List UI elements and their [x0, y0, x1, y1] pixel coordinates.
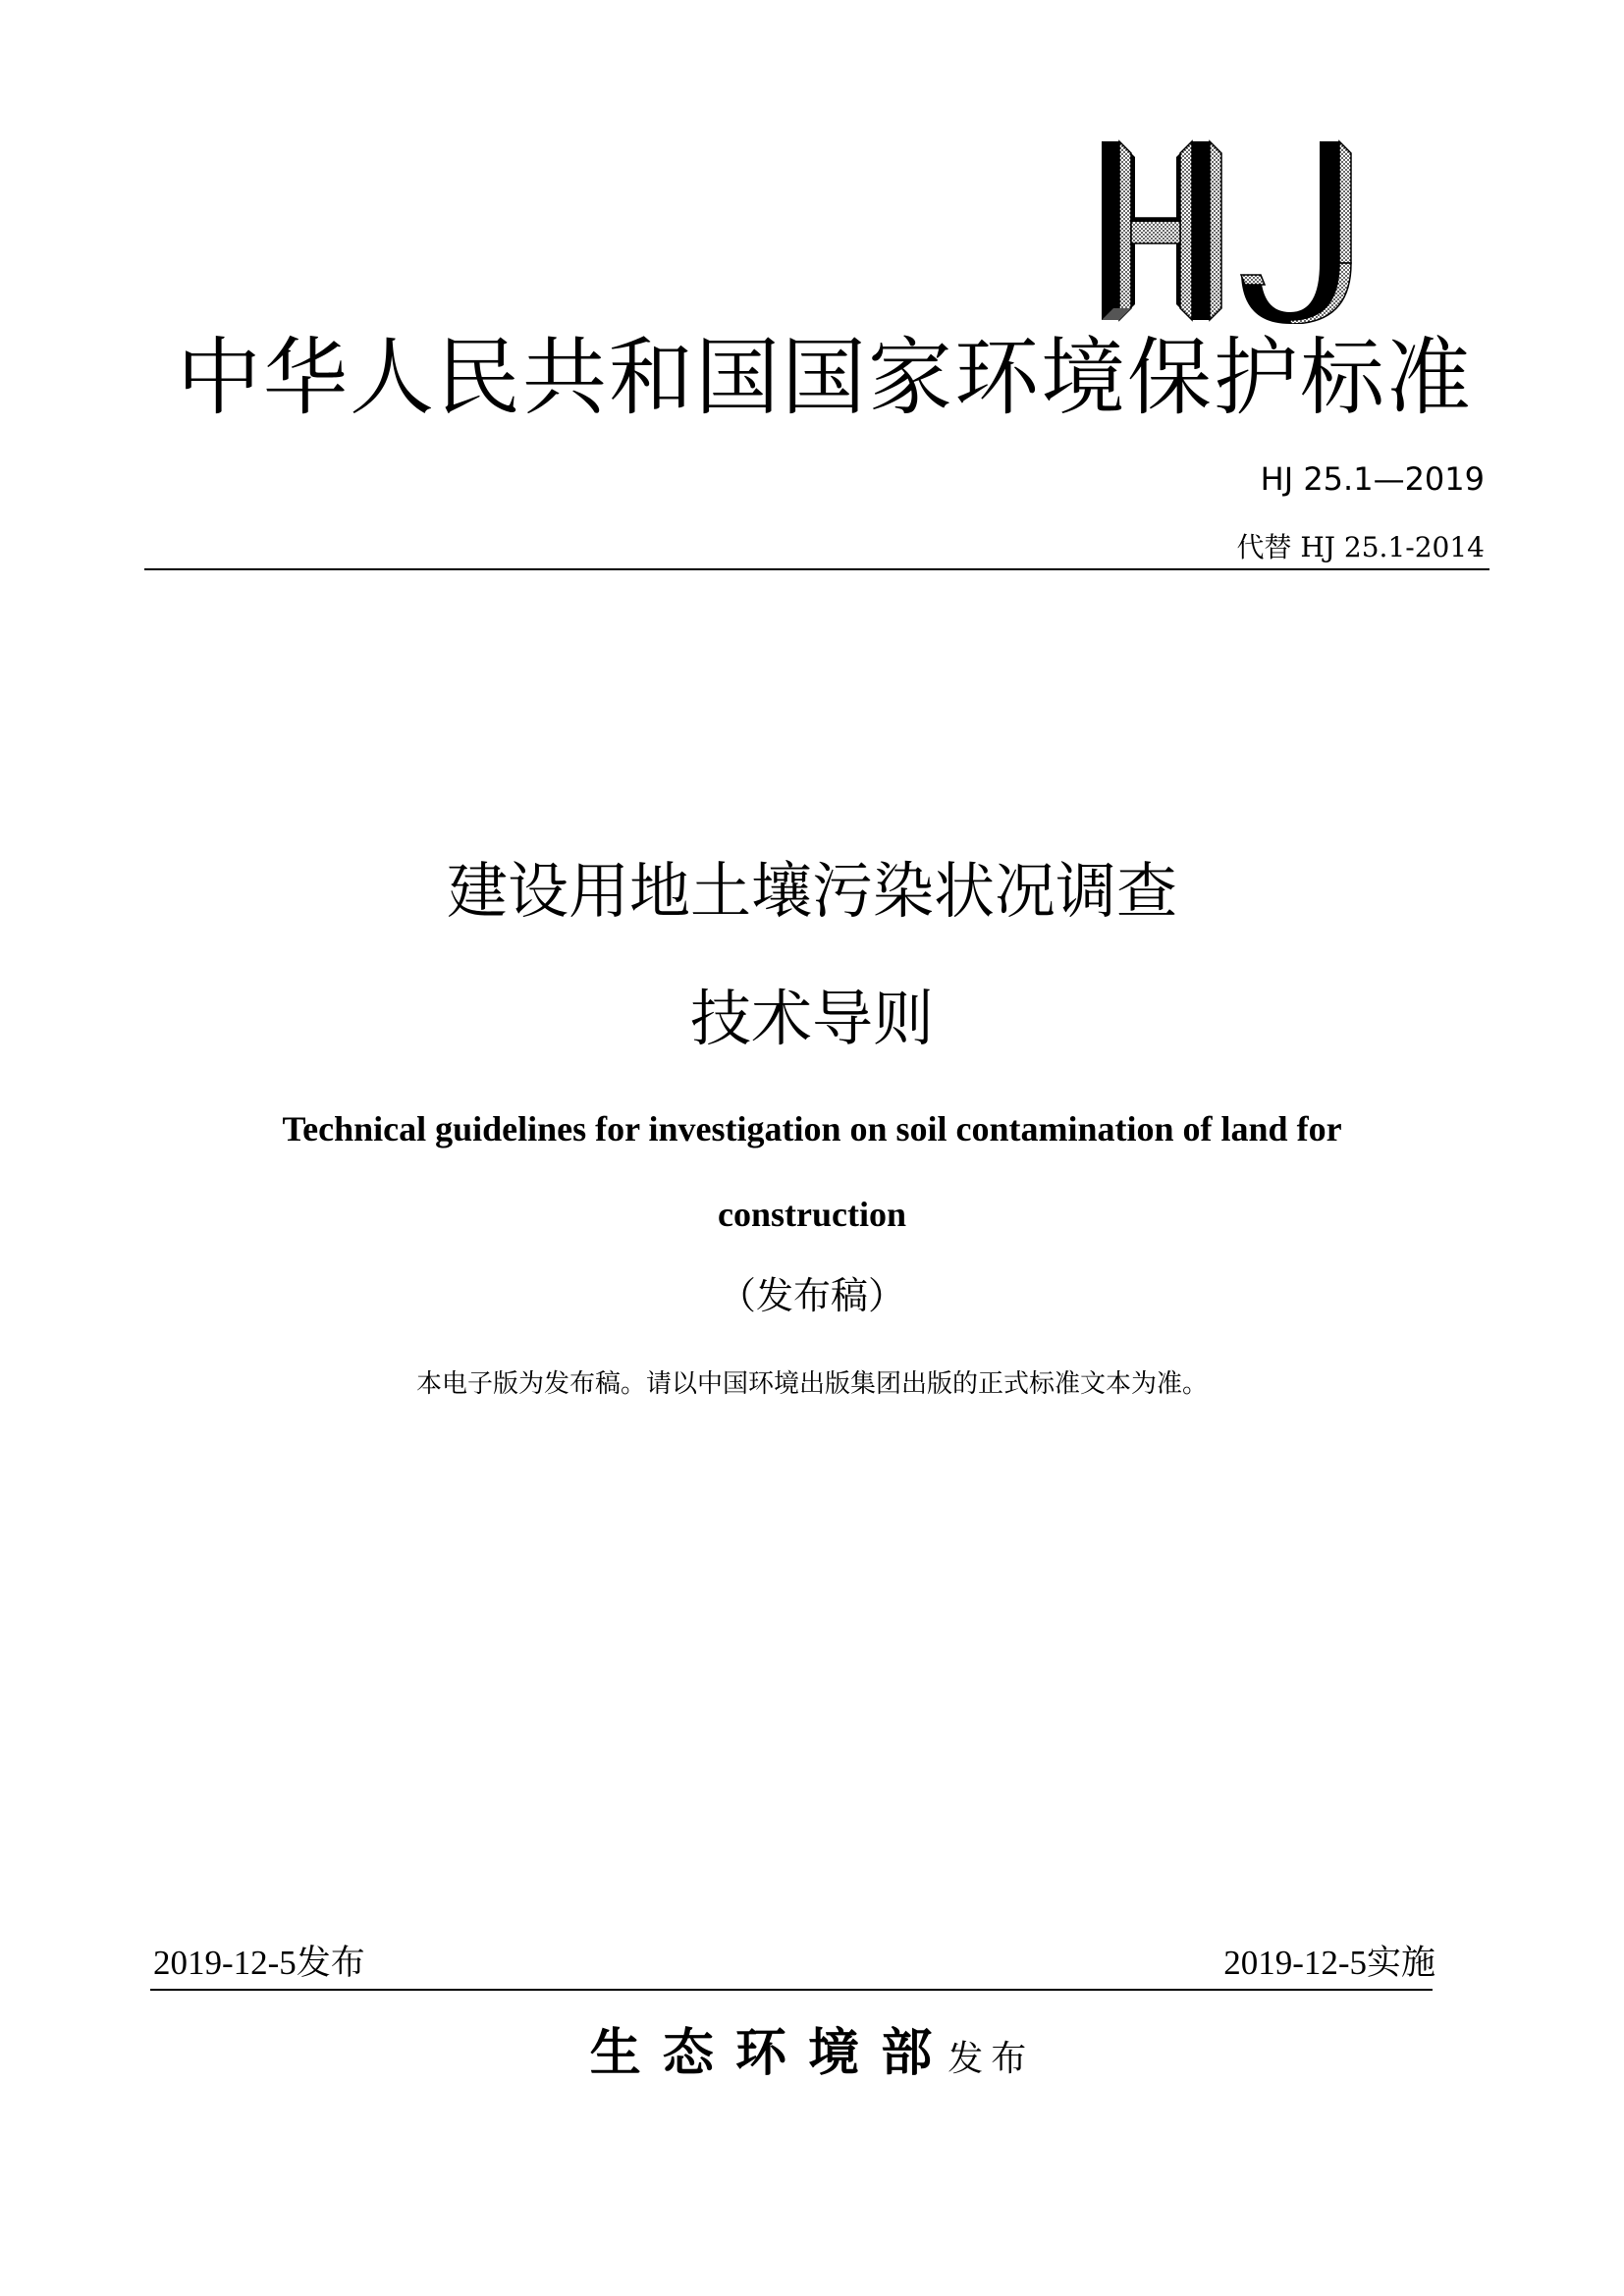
standard-title: 中华人民共和国国家环境保护标准 — [177, 329, 1473, 427]
english-title-line-2: construction — [718, 1195, 906, 1234]
header-divider — [144, 568, 1489, 570]
publisher-name: 生 态 环 境 部 — [589, 2024, 935, 2083]
effective-date: 2019-12-5实施 — [1223, 1944, 1435, 1982]
draft-label: （发布稿） — [718, 1274, 905, 1317]
english-title-line-1: Technical guidelines for investigation on soil contamination of land for — [282, 1109, 1342, 1148]
hj-logo-icon — [1098, 137, 1432, 324]
release-date: 2019-12-5发布 — [153, 1944, 365, 1982]
publisher-line — [196, 2022, 1428, 2091]
footer-divider — [150, 1989, 1433, 1991]
edition-notice: 本电子版为发布稿。请以中国环境出版集团出版的正式标准文本为准。 — [415, 1369, 1208, 1399]
standard-code: HJ 25.1—2019 — [1260, 460, 1485, 498]
replaces-standard: 代替 HJ 25.1-2014 — [1236, 531, 1485, 563]
publisher-suffix: 发布 — [947, 2039, 1035, 2079]
document-title-line-1: 建设用地土壤污染状况调查 — [446, 855, 1177, 927]
document-title-line-2: 技术导则 — [689, 983, 934, 1054]
